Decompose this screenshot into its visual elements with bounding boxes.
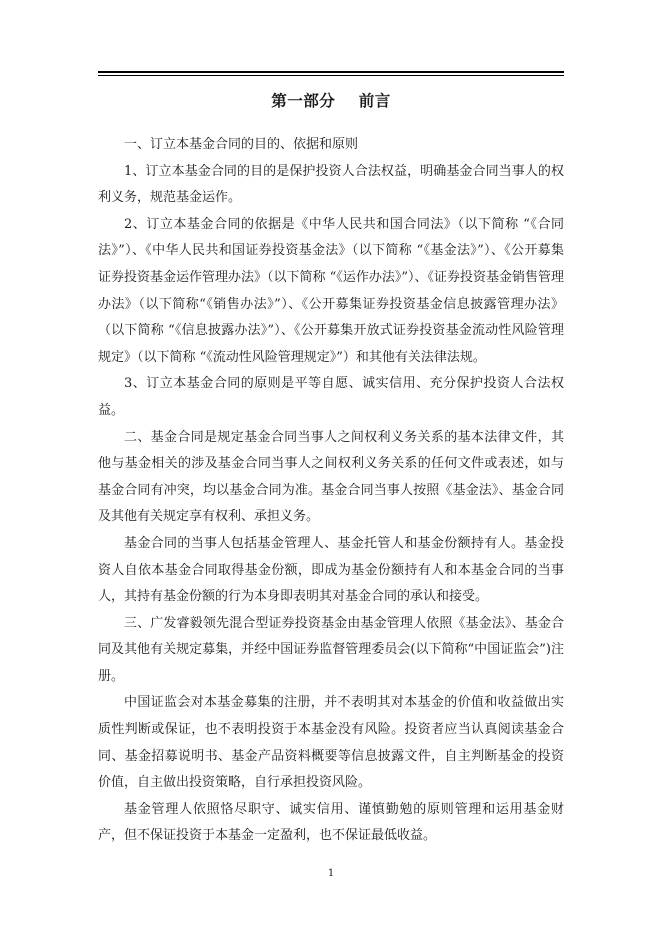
paragraph-parties: 基金合同的当事人包括基金管理人、基金托管人和基金份额持有人。基金投资人自依本基金合同取得基金份额，即成为基金份额持有人和本基金合同的当事人，其持有基金份额的行为本身即表明其对基金合同的承认和接受。: [98, 535, 564, 605]
paragraph-purpose: 1、订立本基金合同的目的是保护投资人合法权益，明确基金合同当事人的权利义务，规范基金运作。: [98, 163, 564, 206]
paragraph-section-three: 三、广发睿毅领先混合型证券投资基金由基金管理人依照《基金法》、基金合同及其他有关规定募集，并经中国证券监督管理委员会(以下简称“中国证监会”)注册。: [98, 615, 564, 684]
paragraph-section-two: 二、基金合同是规定基金合同当事人之间权利义务关系的基本法律文件，其他与基金相关的涉及基金合同当事人之间权利义务关系的任何文件或表述，如与基金合同有冲突，均以基金合同为准。基金合同当事人按照《基金法》、基金合同及其他有关规定享有权利、承担义务。: [98, 429, 564, 525]
paragraph-manager-disclaimer: 基金管理人依照恪尽职守、诚实信用、谨慎勤勉的原则管理和运用基金财产，但不保证投资于本基金一定盈利，也不保证最低收益。: [98, 801, 564, 844]
header-rule-thin: [98, 75, 564, 76]
document-body: [98, 132, 564, 850]
page-number: 1: [327, 868, 335, 879]
page-title: 第一部分 前言: [271, 91, 391, 110]
paragraph-csrc-notice: 中国证监会对本基金募集的注册，并不表明其对本基金的价值和收益做出实质性判断或保证，也不表明投资于本基金没有风险。投资者应当认真阅读基金合同、基金招募说明书、基金产品资料概要等信息披露文件，自主判断基金的投资价值，自主做出投资策略，自行承担投资风险。: [98, 695, 564, 791]
paragraph-principles: 3、订立本基金合同的原则是平等自愿、诚实信用、充分保护投资人合法权益。: [98, 376, 564, 418]
header-rule-thick: [98, 71, 564, 73]
paragraph-section-one-heading: 一、订立本基金合同的目的、依据和原则: [124, 137, 359, 152]
paragraph-basis: 2、订立本基金合同的依据是《中华人民共和国合同法》（以下简称 “《合同法》”）、《中华人民共和国证券投资基金法》（以下简称 “《基金法》”）、《公开募集证券投资基金运作管理办法》（以下简称 “《运作办法》”）、《证券投资基金销售管理办法》（以下简称“《销售办法》”）、《公开募集证券投资基金信息披露管理办法》（以下简称 “《信息披露办法》”）、《公开募集开放式证券投资基金流动性风险管理规定》（以下简称 “《流动性风险管理规定》”）和其他有关法律法规。: [98, 216, 564, 365]
